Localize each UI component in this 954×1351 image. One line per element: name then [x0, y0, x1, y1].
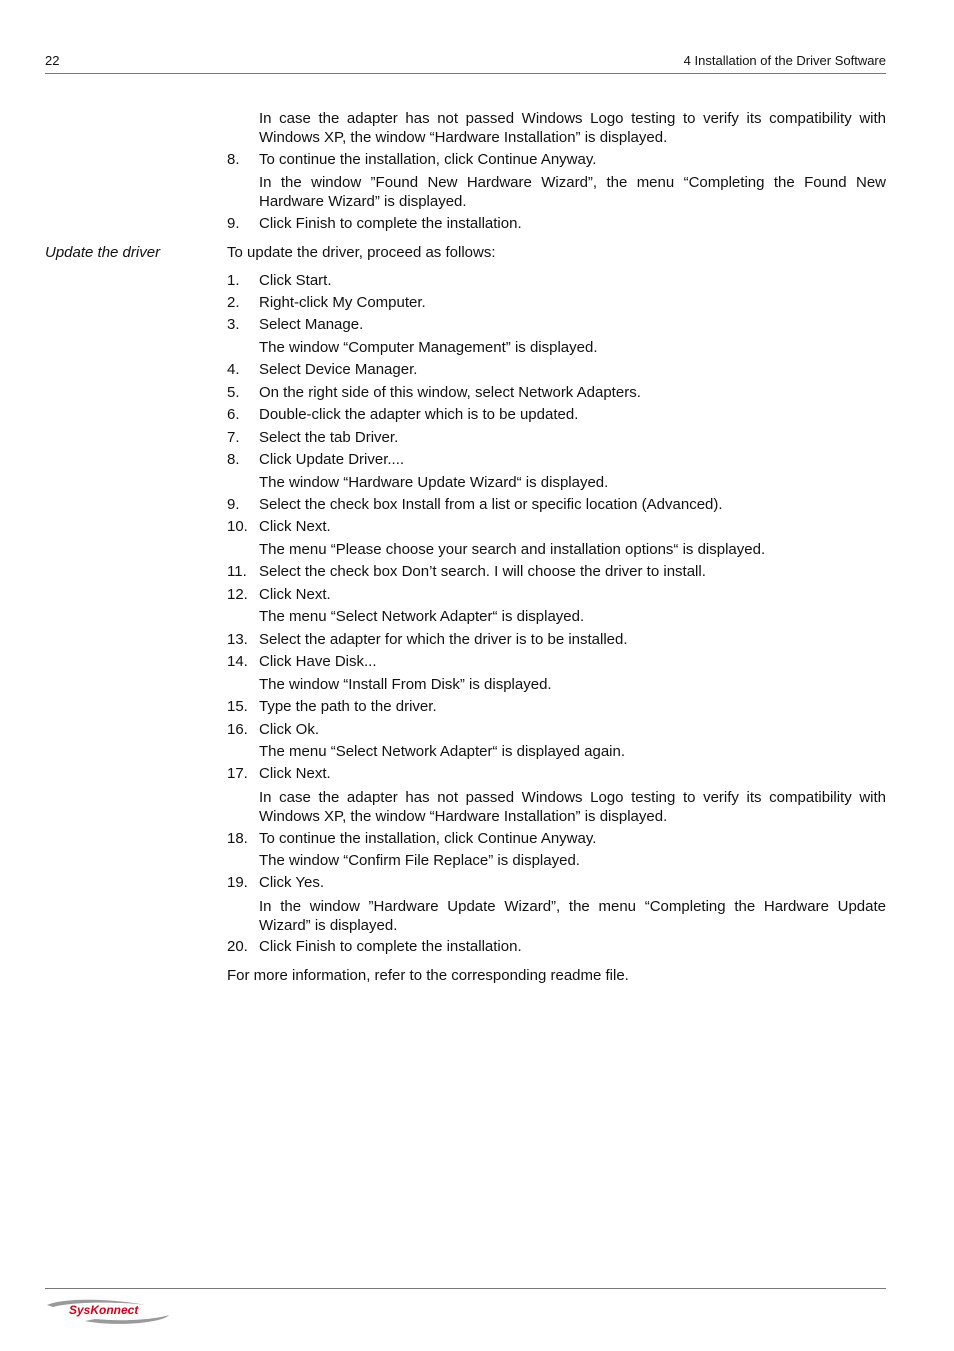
step-text: Click Ok. [259, 721, 319, 738]
step-number: 8. [227, 151, 240, 168]
step-text: Right-click My Computer. [259, 294, 426, 311]
step-number: 16. [227, 721, 248, 738]
closing-text: For more information, refer to the corresponding readme file. [227, 967, 629, 984]
step-text: Click Next. [259, 586, 331, 603]
step-number: 13. [227, 631, 248, 648]
intro-text: To update the driver, proceed as follows: [227, 244, 496, 261]
step-number: 7. [227, 429, 240, 446]
step-number: 6. [227, 406, 240, 423]
step-result: The window “Hardware Update Wizard“ is displayed. [259, 474, 609, 491]
step-result: In the window ”Hardware Update Wizard”, the menu “Completing the Hardware Update Wizard” is displayed. [259, 898, 886, 934]
step-result: The menu “Please choose your search and installation options“ is displayed. [259, 541, 766, 558]
step-number: 3. [227, 316, 240, 333]
step-text: Click Finish to complete the installation. [259, 938, 522, 955]
step-text: On the right side of this window, select Network Adapters. [259, 384, 641, 401]
step-text: Select Manage. [259, 316, 364, 333]
margin-note: Update the driver [45, 244, 161, 261]
step-number: 11. [227, 563, 247, 580]
step-number: 20. [227, 938, 248, 955]
step-number: 12. [227, 586, 248, 603]
logo-text: SysKonnect [69, 1303, 139, 1317]
step-number: 2. [227, 294, 240, 311]
step-text: Click Start. [259, 272, 332, 289]
step-result: The window “Confirm File Replace” is displayed. [259, 852, 580, 869]
wizard-note: In the window ”Found New Hardware Wizard”, the menu “Completing the Found New Hardware Wizard” is displayed. [259, 174, 886, 210]
step-text: Double-click the adapter which is to be updated. [259, 406, 579, 423]
step-result: In case the adapter has not passed Windows Logo testing to verify its compatibility with Windows XP, the window “Hardware Installation” is displayed. [259, 789, 886, 825]
step-text: Select the check box Don’t search. I will choose the driver to install. [259, 563, 706, 580]
step-number: 14. [227, 653, 248, 670]
step-text: Click Have Disk... [259, 653, 377, 670]
step-number: 8. [227, 451, 240, 468]
step-result: The window “Computer Management” is displayed. [259, 339, 598, 356]
step-text: Select the tab Driver. [259, 429, 399, 446]
step-result: The menu “Select Network Adapter“ is displayed again. [259, 743, 626, 760]
step-number: 17. [227, 765, 248, 782]
page-number: 22 [45, 53, 60, 68]
step-text: Select the adapter for which the driver is to be installed. [259, 631, 628, 648]
step-number: 9. [227, 215, 240, 232]
step-number: 5. [227, 384, 240, 401]
logo-swoosh-icon [45, 1297, 171, 1327]
step-number: 19. [227, 874, 248, 891]
step-text: Click Next. [259, 518, 331, 535]
step-text: Select Device Manager. [259, 361, 418, 378]
step-number: 9. [227, 496, 240, 513]
step-number: 18. [227, 830, 248, 847]
step-text: Click Next. [259, 765, 331, 782]
step-result: The menu “Select Network Adapter“ is displayed. [259, 608, 585, 625]
step-text: Type the path to the driver. [259, 698, 437, 715]
step-text: Click Finish to complete the installation. [259, 215, 522, 232]
windows-logo-note: In case the adapter has not passed Windows Logo testing to verify its compatibility with Windows XP, the window “Hardware Installation” is displayed. [259, 110, 886, 146]
step-result: The window “Install From Disk” is displayed. [259, 676, 552, 693]
step-text: Click Update Driver.... [259, 451, 405, 468]
step-text: To continue the installation, click Continue Anyway. [259, 830, 597, 847]
step-text: Select the check box Install from a list or specific location (Advanced). [259, 496, 723, 513]
footer-rule [45, 1288, 886, 1289]
step-text: To continue the installation, click Continue Anyway. [259, 151, 597, 168]
syskonnect-logo [45, 1297, 171, 1327]
section-title: 4 Installation of the Driver Software [683, 53, 886, 68]
header-rule [45, 73, 886, 74]
step-number: 15. [227, 698, 248, 715]
step-text: Click Yes. [259, 874, 325, 891]
step-number: 1. [227, 272, 240, 289]
step-number: 4. [227, 361, 240, 378]
step-number: 10. [227, 518, 248, 535]
